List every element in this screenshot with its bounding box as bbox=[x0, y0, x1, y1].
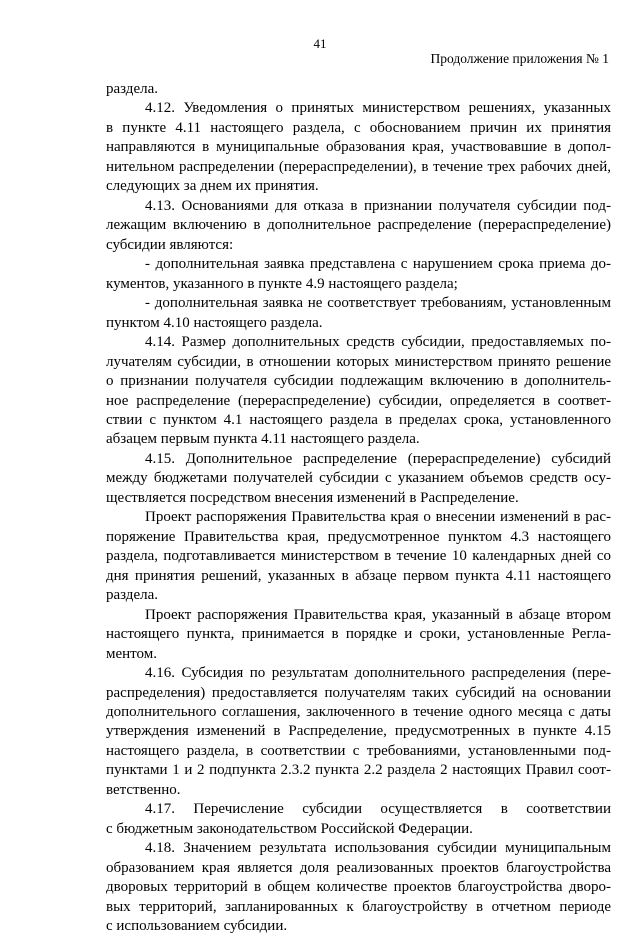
page-number: 41 bbox=[313, 36, 327, 51]
text-line: кументов, указанного в пункте 4.9 настоящего раздела; bbox=[106, 275, 458, 292]
text-line: ществляется посредством внесения изменений в Распределение. bbox=[106, 489, 519, 506]
text-line: в пункте 4.11 настоящего раздела, с обоснованием причин их принятия bbox=[106, 119, 611, 136]
text-line: о признании получателя субсидии подлежащим включению в дополнитель- bbox=[106, 373, 611, 390]
text-line: пунктами 1 и 2 подпункта 2.3.2 пункта 2.2 раздела 2 настоящих Правил соот- bbox=[106, 762, 611, 779]
text-line: субсидии являются: bbox=[106, 236, 234, 253]
text-line: направляются в муниципальные образования края, участвовавшие в допол- bbox=[106, 139, 611, 156]
text-line: - дополнительная заявка представлена с нарушением срока приема до- bbox=[145, 256, 611, 273]
text-line: между бюджетами получателей субсидии с указанием объемов средств осу- bbox=[106, 470, 611, 487]
text-line: раздела. bbox=[106, 587, 158, 604]
text-line: настоящего раздела, в соответствии с требованиями, установленными под- bbox=[106, 742, 611, 759]
text-line: настоящего пункта, принимается в порядке и сроки, установленные Регла- bbox=[106, 626, 611, 643]
text-line: ментом. bbox=[106, 645, 157, 662]
text-line: дополнительного соглашения, заключенного в течение одного месяца с даты bbox=[106, 704, 611, 720]
text-line: раздела, подготавливается министерством в течение 10 календарных дней со bbox=[106, 548, 611, 565]
text-line: лежащим включению в дополнительное распределение (перераспределение) bbox=[106, 217, 611, 234]
text-line: 4.13. Основаниями для отказа в признании получателя субсидии под- bbox=[145, 197, 611, 214]
text-line: дворовых территорий в общем количестве проектов благоустройства дворо- bbox=[106, 879, 611, 896]
text-line: ствии с пунктом 4.1 настоящего раздела в пределах срока, установленного bbox=[106, 411, 611, 428]
text-line: 4.15. Дополнительное распределение (перераспределение) субсидий bbox=[145, 450, 611, 467]
text-line: вых территорий, запланированных к благоустройству в отчетном периоде bbox=[106, 898, 611, 915]
text-line: 4.18. Значением результата использования субсидии муниципальным bbox=[145, 840, 611, 857]
text-line: следующих за днем их принятия. bbox=[106, 178, 319, 195]
text-line: Проект распоряжения Правительства края, указанный в абзаце втором bbox=[145, 606, 611, 623]
text-line: пунктом 4.10 настоящего раздела. bbox=[106, 314, 323, 331]
text-line: абзацем первым пункта 4.11 настоящего раздела. bbox=[106, 431, 420, 448]
document-body bbox=[106, 80, 611, 937]
text-line: лучателям субсидии, в отношении которых министерством принято решение bbox=[106, 353, 611, 370]
text-line: распределения) предоставляется получателям таких субсидий на основании bbox=[106, 684, 611, 701]
text-line: 4.12. Уведомления о принятых министерством решениях, указанных bbox=[145, 100, 611, 117]
text-line: 4.16. Субсидия по результатам дополнительного распределения (пере- bbox=[145, 665, 611, 682]
text-line: дня принятия решений, указанных в абзаце первом пункта 4.11 настоящего bbox=[106, 567, 611, 584]
text-line: Проект распоряжения Правительства края о внесении изменений в рас- bbox=[145, 509, 611, 526]
text-line: 4.17. Перечисление субсидии осуществляется в соответствии bbox=[145, 801, 611, 818]
text-line: с использованием субсидии. bbox=[106, 918, 288, 935]
text-line: раздела. bbox=[106, 81, 158, 97]
text-line: - дополнительная заявка не соответствует требованиям, установленным bbox=[145, 295, 611, 312]
text-line: 4.14. Размер дополнительных средств субсидии, предоставляемых по- bbox=[145, 334, 611, 351]
text-line: с бюджетным законодательством Российской Федерации. bbox=[106, 820, 473, 837]
appendix-label: Продолжение приложения № 1 bbox=[430, 51, 609, 66]
text-line: нительном распределении (перераспределении), в течение трех рабочих дней, bbox=[106, 158, 611, 175]
text-line: ное распределение (перераспределение) субсидии, определяется в соответ- bbox=[106, 392, 611, 409]
text-line: образованием края является доля реализованных проектов благоустройства bbox=[106, 859, 611, 876]
text-line: ветственно. bbox=[106, 781, 181, 798]
text-line: утверждения изменений в Распределение, предусмотренных в пункте 4.15 bbox=[106, 723, 611, 740]
text-line: поряжение Правительства края, предусмотренное пунктом 4.3 настоящего bbox=[106, 528, 611, 545]
